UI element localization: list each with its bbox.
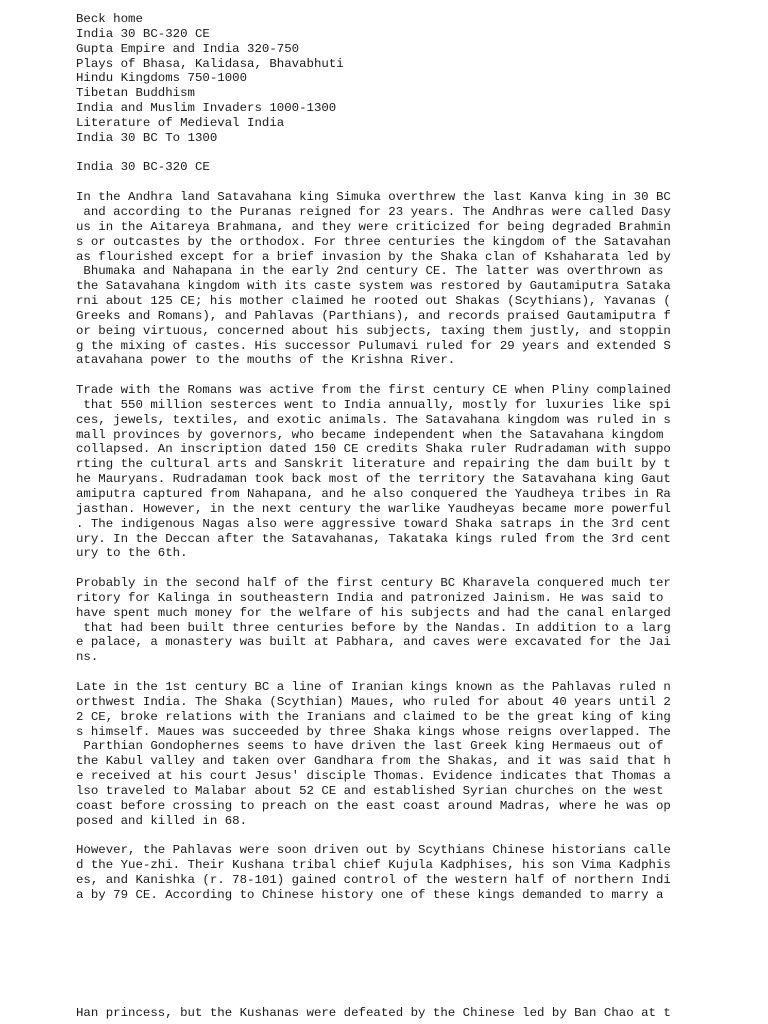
- text-line: atavahana power to the mouths of the Krishna River.: [76, 353, 456, 368]
- text-line: e palace, a monastery was built at Pabhara, and caves were excavated for the Jai: [76, 635, 671, 650]
- text-line: that had been built three centuries before by the Nandas. In addition to a larg: [76, 620, 671, 635]
- page-content: [76, 12, 676, 903]
- text-line: Bhumaka and Nahapana in the early 2nd century CE. The latter was overthrown as: [76, 264, 664, 279]
- text-line: mall provinces by governors, who became independent when the Satavahana kingdom: [76, 427, 664, 442]
- text-line: . The indigenous Nagas also were aggressive toward Shaka satraps in the 3rd cent: [76, 516, 671, 531]
- text-line: Parthian Gondophernes seems to have driven the last Greek king Hermaeus out of: [76, 739, 664, 754]
- section-title: India 30 BC-320 CE: [76, 160, 210, 175]
- text-line: e received at his court Jesus' disciple Thomas. Evidence indicates that Thomas a: [76, 769, 671, 784]
- text-line: the Satavahana kingdom with its caste system was restored by Gautamiputra Sataka: [76, 279, 671, 294]
- text-line: or being virtuous, concerned about his subjects, taxing them justly, and stoppin: [76, 323, 671, 338]
- nav-link-india-30bc-320ce[interactable]: India 30 BC-320 CE: [76, 26, 210, 41]
- text-line: ces, jewels, textiles, and exotic animals. The Satavahana kingdom was ruled in s: [76, 412, 671, 427]
- text-line: rting the cultural arts and Sanskrit literature and repairing the dam built by t: [76, 457, 671, 472]
- text-line: amiputra captured from Nahapana, and he also conquered the Yaudheya tribes in Ra: [76, 487, 671, 501]
- nav-link-literature[interactable]: Literature of Medieval India: [76, 115, 285, 130]
- text-line: 2 CE, broke relations with the Iranians and claimed to be the great king of king: [76, 709, 671, 724]
- text-line: collapsed. An inscription dated 150 CE credits Shaka ruler Rudradaman with suppo: [76, 442, 671, 457]
- nav-link-gupta-empire[interactable]: Gupta Empire and India 320-750: [76, 41, 300, 56]
- text-line: Late in the 1st century BC a line of Iranian kings known as the Pahlavas ruled n: [76, 679, 671, 694]
- text-line: a by 79 CE. According to Chinese history one of these kings demanded to marry a: [76, 887, 664, 902]
- text-line: Trade with the Romans was active from the first century CE when Pliny complained: [76, 383, 671, 398]
- nav-links: [76, 12, 676, 146]
- text-line: as flourished except for a brief invasion by the Shaka clan of Kshaharata led by: [76, 249, 671, 264]
- text-line: have spent much money for the welfare of his subjects and had the canal enlarged: [76, 605, 671, 620]
- text-line: he Mauryans. Rudradaman took back most of the territory the Satavahana king Gaut: [76, 472, 671, 487]
- text-line: s himself. Maues was succeeded by three Shaka kings whose reigns overlapped. The: [76, 724, 671, 739]
- paragraph: [76, 383, 676, 561]
- paragraph: [76, 680, 676, 828]
- text-line: the Kabul valley and taken over Gandhara from the Shakas, and it was said that h: [76, 754, 671, 769]
- nav-link-tibetan-buddhism[interactable]: Tibetan Buddhism: [76, 86, 195, 101]
- text-line: es, and Kanishka (r. 78-101) gained control of the western half of northern Indi: [76, 872, 671, 887]
- text-line: d the Yue-zhi. Their Kushana tribal chief Kujula Kadphises, his son Vima Kadphis: [76, 858, 671, 873]
- text-line: In the Andhra land Satavahana king Simuka overthrew the last Kanva king in 30 BC: [76, 190, 671, 205]
- text-line: g the mixing of castes. His successor Pulumavi ruled for 29 years and extended S: [76, 338, 671, 353]
- nav-link-hindu-kingdoms[interactable]: Hindu Kingdoms 750-1000: [76, 71, 248, 86]
- paragraph: [76, 576, 676, 665]
- nav-link-plays[interactable]: Plays of Bhasa, Kalidasa, Bhavabhuti: [76, 56, 344, 71]
- text-line: us in the Aitareya Brahmana, and they were criticized for being degraded Brahmin: [76, 219, 671, 234]
- text-line: and according to the Puranas reigned for 23 years. The Andhras were called Dasy: [76, 204, 671, 219]
- text-line: rni about 125 CE; his mother claimed he rooted out Shakas (Scythians), Yavanas (: [76, 294, 671, 309]
- text-line: However, the Pahlavas were soon driven out by Scythians Chinese historians calle: [76, 843, 671, 858]
- text-line: ury to the 6th.: [76, 546, 188, 561]
- paragraph: [76, 843, 676, 902]
- text-line: orthwest India. The Shaka (Scythian) Maues, who ruled for about 40 years until 2: [76, 694, 671, 709]
- text-line: Probably in the second half of the first century BC Kharavela conquered much ter: [76, 576, 671, 591]
- nav-link-muslim-invaders[interactable]: India and Muslim Invaders 1000-1300: [76, 101, 337, 116]
- text-line: lso traveled to Malabar about 52 CE and established Syrian churches on the west: [76, 783, 664, 798]
- text-line: ritory for Kalinga in southeastern India and patronized Jainism. He was said to: [76, 590, 664, 605]
- text-line: ns.: [76, 650, 99, 665]
- text-line: Greeks and Romans), and Pahlavas (Parthians), and records praised Gautamiputra f: [76, 308, 671, 323]
- text-line: coast before crossing to preach on the east coast around Madras, where he was op: [76, 798, 671, 813]
- text-line: ury. In the Deccan after the Satavahanas, Takataka kings ruled from the 3rd cent: [76, 531, 671, 546]
- article-body: [76, 190, 676, 903]
- paragraph: [76, 190, 676, 368]
- page-bottom-line: Han princess, but the Kushanas were defeated by the Chinese led by Ban Chao at t: [76, 1006, 671, 1020]
- text-line: jasthan. However, in the next century the warlike Yaudheyas became more powerful: [76, 501, 671, 516]
- text-line: posed and killed in 68.: [76, 813, 248, 828]
- text-line: that 550 million sesterces went to India annually, mostly for luxuries like spi: [76, 397, 671, 412]
- nav-link-india-30bc-1300[interactable]: India 30 BC To 1300: [76, 130, 218, 145]
- nav-link-beck-home[interactable]: Beck home: [76, 12, 143, 26]
- text-line: s or outcastes by the orthodox. For three centuries the kingdom of the Satavahan: [76, 234, 671, 249]
